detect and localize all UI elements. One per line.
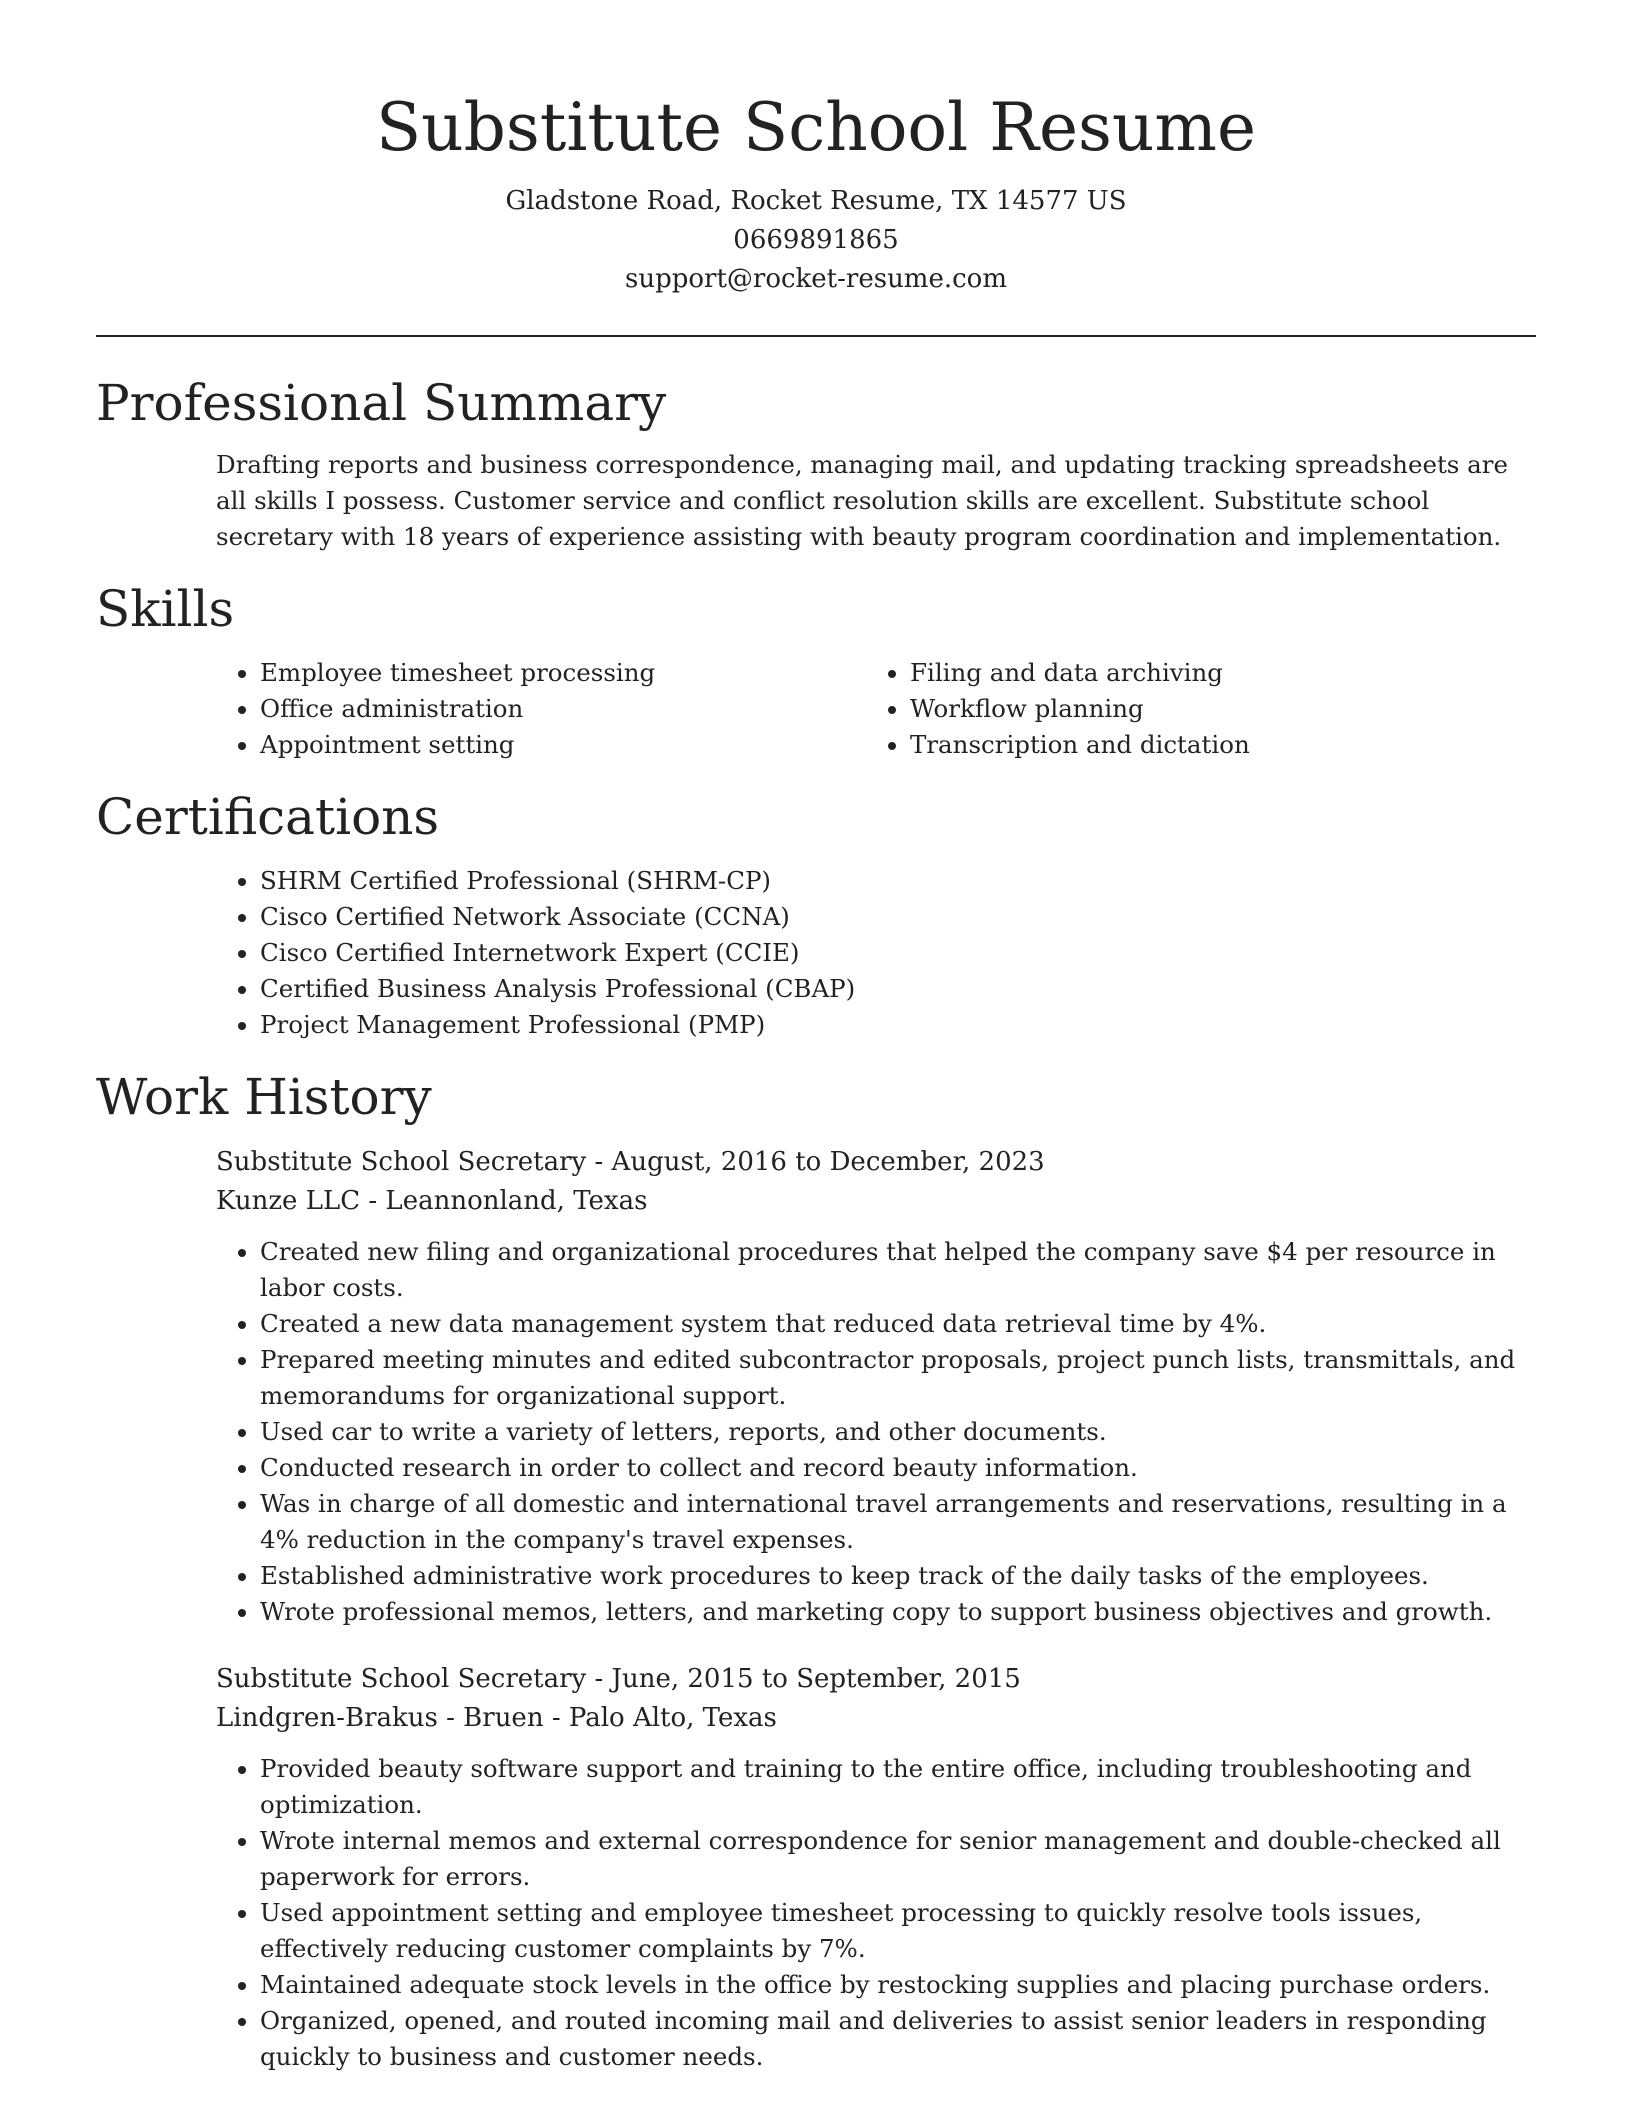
skill-item: • Employee timesheet processing (260, 655, 866, 691)
job-bullet: • Used appointment setting and employee timesheet processing to quickly resolve tools issues, effectively reducing customer complaints by 7%. (260, 1895, 1536, 1967)
job-entry (216, 1143, 1536, 1630)
skills-heading: Skills (96, 580, 235, 638)
job-bullet: • Wrote internal memos and external correspondence for senior management and double-checked all paperwork for errors. (260, 1823, 1536, 1895)
certification-item: • Cisco Certified Network Associate (CCNA) (260, 899, 1536, 935)
job-company-location: Kunze LLC - Leannonland, Texas (216, 1186, 648, 1216)
job-entry (216, 1660, 1536, 2075)
phone-text: 0669891865 (733, 225, 899, 255)
skill-item: • Office administration (260, 691, 866, 727)
job-bullet: • Prepared meeting minutes and edited subcontractor proposals, project punch lists, transmittals, and memorandums for organizational support. (260, 1342, 1536, 1414)
job-bullets (216, 1234, 1536, 1630)
summary-section (96, 371, 1536, 555)
job-company-location: Lindgren-Brakus - Bruen - Palo Alto, Texas (216, 1703, 777, 1733)
header-divider (96, 335, 1536, 337)
skills-list-right (866, 655, 1516, 763)
certification-item: • Certified Business Analysis Professional (CBAP) (260, 971, 1536, 1007)
job-bullet: • Organized, opened, and routed incoming mail and deliveries to assist senior leaders in responding quickly to business and customer needs. (260, 2003, 1536, 2075)
job-bullet: • Was in charge of all domestic and international travel arrangements and reservations, resulting in a 4% reduction in the company's travel expenses. (260, 1486, 1536, 1558)
job-title-dates: Substitute School Secretary - June, 2015 to September, 2015 (216, 1664, 1021, 1694)
job-bullet: • Provided beauty software support and training to the entire office, including troubleshooting and optimization. (260, 1751, 1536, 1823)
certifications-list (216, 863, 1536, 1043)
summary-heading: Professional Summary (96, 374, 667, 432)
job-title-dates: Substitute School Secretary - August, 2016 to December, 2023 (216, 1147, 1045, 1177)
skill-item: • Transcription and dictation (910, 727, 1516, 763)
work-history-heading: Work History (96, 1068, 432, 1126)
job-bullets (216, 1751, 1536, 2075)
resume-header (96, 0, 1536, 299)
address-text: Gladstone Road, Rocket Resume, TX 14577 US (505, 186, 1127, 216)
certifications-section (96, 785, 1536, 1043)
contact-info (96, 182, 1536, 299)
skills-section (96, 577, 1536, 763)
skill-item: • Filing and data archiving (910, 655, 1516, 691)
certification-item: • Cisco Certified Internetwork Expert (CCIE) (260, 935, 1536, 971)
skill-item: • Appointment setting (260, 727, 866, 763)
job-bullet: • Established administrative work procedures to keep track of the daily tasks of the employees. (260, 1558, 1536, 1594)
skills-list-left (216, 655, 866, 763)
job-bullet: • Wrote professional memos, letters, and marketing copy to support business objectives and growth. (260, 1594, 1536, 1630)
resume-title: Substitute School Resume (375, 89, 1257, 166)
skill-item: • Workflow planning (910, 691, 1516, 727)
summary-paragraph: Drafting reports and business correspondence, managing mail, and updating tracking spreadsheets are all skills I possess. Customer service and conflict resolution skills are excellent. Substitute school secretary with 18 years of experience assisting with beauty program coordination and implementation. (216, 450, 1508, 551)
email-text: support@rocket-resume.com (624, 264, 1007, 294)
job-bullet: • Used car to write a variety of letters, reports, and other documents. (260, 1414, 1536, 1450)
certification-item: • Project Management Professional (PMP) (260, 1007, 1536, 1043)
job-bullet: • Conducted research in order to collect and record beauty information. (260, 1450, 1536, 1486)
job-bullet: • Created new filing and organizational procedures that helped the company save $4 per resource in labor costs. (260, 1234, 1536, 1306)
job-bullet: • Created a new data management system that reduced data retrieval time by 4%. (260, 1306, 1536, 1342)
work-history-section (96, 1065, 1536, 2075)
job-bullet: • Maintained adequate stock levels in the office by restocking supplies and placing purchase orders. (260, 1967, 1536, 2003)
certifications-heading: Certifications (96, 788, 440, 846)
certification-item: • SHRM Certified Professional (SHRM-CP) (260, 863, 1536, 899)
